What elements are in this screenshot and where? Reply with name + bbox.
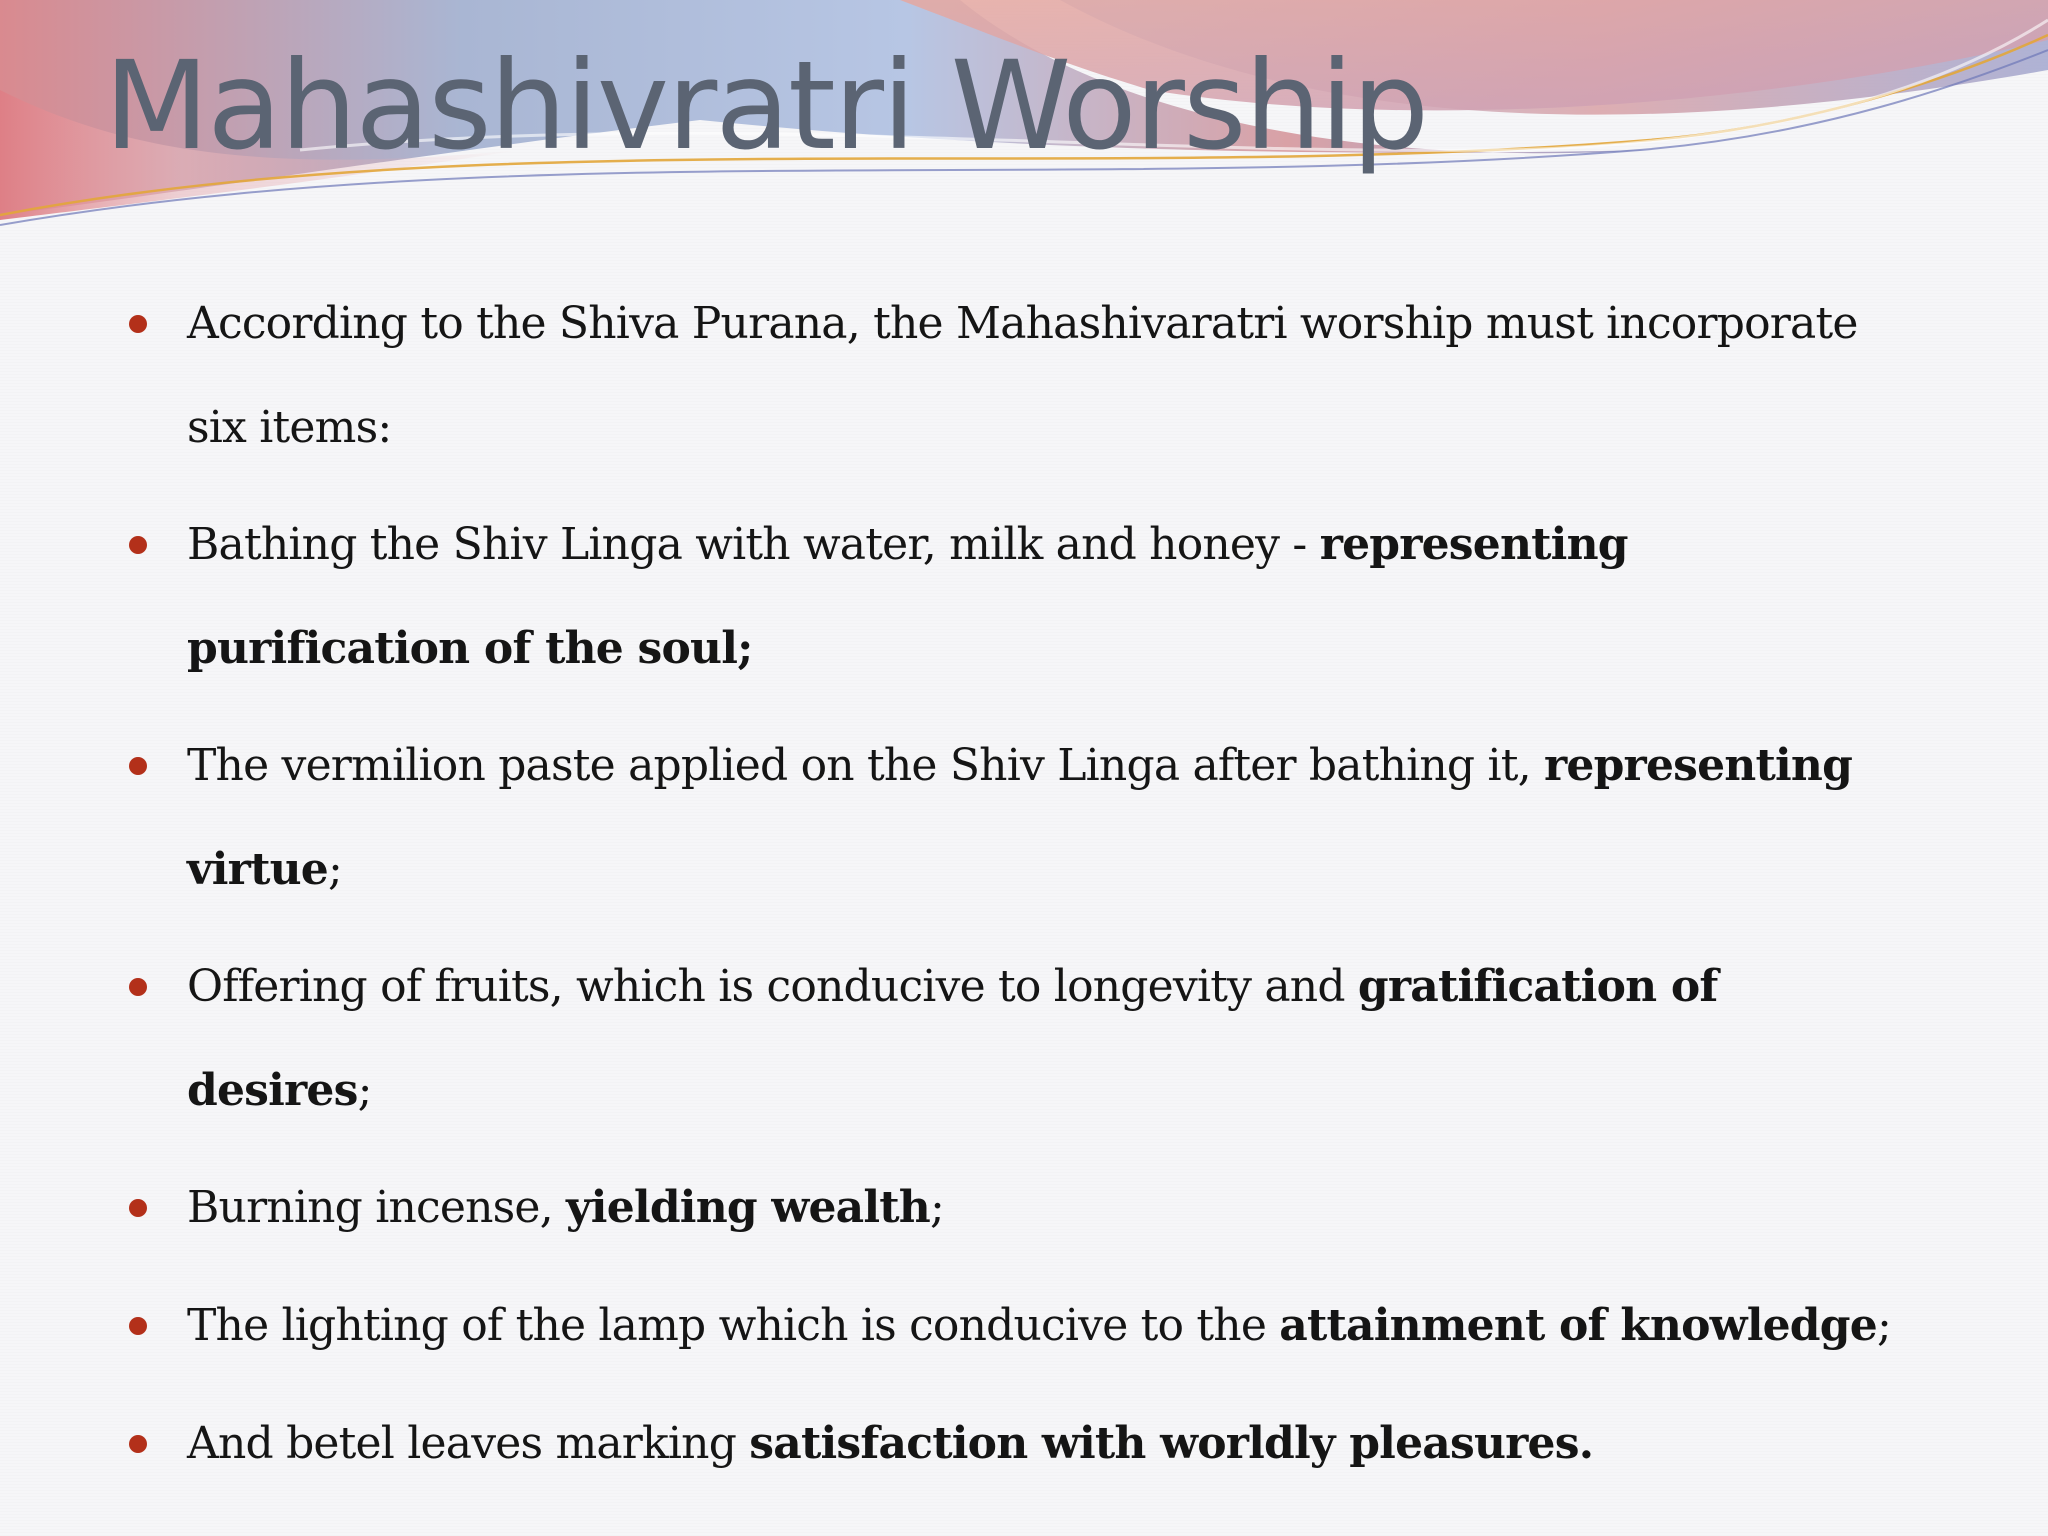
bullet-line — [187, 376, 1977, 480]
text-run: And betel leaves marking — [187, 1418, 750, 1469]
text-run: Bathing the Shiv Linga with water, milk and honey - — [187, 519, 1320, 570]
text-run: ; — [1876, 1300, 1891, 1351]
bold-text-run: attainment of knowledge — [1279, 1300, 1877, 1351]
bold-text-run: purification of the soul; — [187, 623, 753, 674]
bullet-line — [187, 1039, 1977, 1143]
text-run: The vermilion paste applied on the Shiv Linga after bathing it, — [187, 740, 1545, 791]
bullet-text — [187, 493, 1977, 701]
bullet-line — [187, 714, 1977, 818]
text-run: The lighting of the lamp which is conducive to the — [187, 1300, 1280, 1351]
bold-text-run: gratification of — [1357, 961, 1718, 1012]
bullet-dot-icon — [129, 757, 147, 775]
bullet-line — [187, 935, 1977, 1039]
text-run: six items: — [187, 402, 392, 453]
bullet-line — [187, 818, 1977, 922]
bullet-text — [187, 714, 1977, 922]
bullet-dot-icon — [129, 536, 147, 554]
bullet-dot-icon — [129, 978, 147, 996]
slide-title: Mahashivratri Worship — [104, 35, 1428, 177]
text-run: Burning incense, — [187, 1182, 567, 1233]
bullet-line — [187, 1156, 1977, 1260]
bullet-dot-icon — [129, 1435, 147, 1453]
text-run: ; — [930, 1182, 945, 1233]
bullet-line — [187, 597, 1977, 701]
text-run: According to the Shiva Purana, the Mahashivaratri worship must incorporate — [187, 298, 1858, 349]
text-run: Offering of fruits, which is conducive to longevity and — [187, 961, 1358, 1012]
bold-text-run: representing — [1319, 519, 1628, 570]
bold-text-run: representing — [1544, 740, 1853, 791]
bullet-text — [187, 935, 1977, 1143]
text-run: ; — [357, 1065, 372, 1116]
bold-text-run: desires — [187, 1065, 358, 1116]
bullet-text — [187, 1274, 1977, 1378]
bullet-dot-icon — [129, 1317, 147, 1335]
text-run: ; — [327, 844, 343, 895]
bullet-line — [187, 493, 1977, 597]
bold-text-run: yielding wealth — [566, 1182, 930, 1233]
bullet-text — [187, 1156, 1977, 1260]
bullet-text — [187, 1392, 1977, 1496]
bold-text-run: satisfaction with worldly pleasures. — [749, 1418, 1594, 1469]
bullet-text — [187, 272, 1977, 480]
bold-text-run: virtue — [187, 844, 328, 895]
bullet-line — [187, 1274, 1977, 1378]
bullet-line — [187, 1392, 1977, 1496]
bullet-dot-icon — [129, 315, 147, 333]
bullet-dot-icon — [129, 1199, 147, 1217]
bullet-line — [187, 272, 1977, 376]
